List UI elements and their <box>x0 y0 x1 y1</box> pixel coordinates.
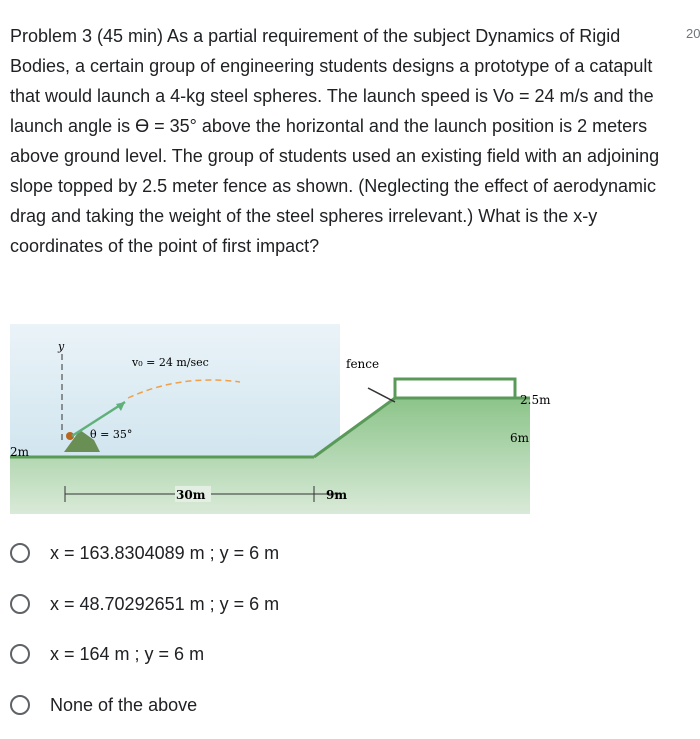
option-label: x = 164 m ; y = 6 m <box>50 638 204 670</box>
option-3[interactable] <box>10 638 279 689</box>
option-4[interactable] <box>10 689 279 739</box>
radio-button[interactable] <box>10 644 30 664</box>
slope-height-label: 6m <box>510 431 530 445</box>
problem-figure <box>10 324 340 514</box>
radio-button[interactable] <box>10 695 30 715</box>
answer-options <box>10 537 279 739</box>
option-2[interactable] <box>10 588 279 639</box>
fence <box>395 379 515 398</box>
catapult-diagram <box>10 324 340 514</box>
angle-label: θ = 35° <box>90 428 132 441</box>
radio-button[interactable] <box>10 543 30 563</box>
y-axis-label: y <box>57 340 65 353</box>
fence-height-label: 2.5m <box>520 393 551 407</box>
fence-pointer <box>368 388 395 402</box>
fence-label: fence <box>346 357 379 371</box>
question-text: Problem 3 (45 min) As a partial requirement of the subject Dynamics of Rigid Bodies, a certain group of engineering students designs a prototype of a catapult that would launch a 4-kg steel spheres. The launch speed is Vo = 24 m/s and the launch angle is ϴ = 35° above the horizontal and the launch position is 2 meters above ground level. The group of students used an existing field with an adjoining slope topped by 2.5 meter fence as shown. (Neglecting the effect of aerodynamic drag and taking the weight of the steel spheres irrelevant.) What is the x-y coordinates of the point of first impact? <box>10 21 682 261</box>
option-label: x = 48.70292651 m ; y = 6 m <box>50 588 279 620</box>
option-label: None of the above <box>50 689 197 721</box>
distance-9m-label: 9m <box>326 488 347 502</box>
points-label: 20 <box>686 26 700 41</box>
option-label: x = 163.8304089 m ; y = 6 m <box>50 537 279 569</box>
option-1[interactable] <box>10 537 279 588</box>
launch-height-label: 2m <box>10 445 30 459</box>
velocity-label: v₀ = 24 m/sec <box>131 356 209 369</box>
radio-button[interactable] <box>10 594 30 614</box>
distance-30m-label: 30m <box>176 488 206 502</box>
